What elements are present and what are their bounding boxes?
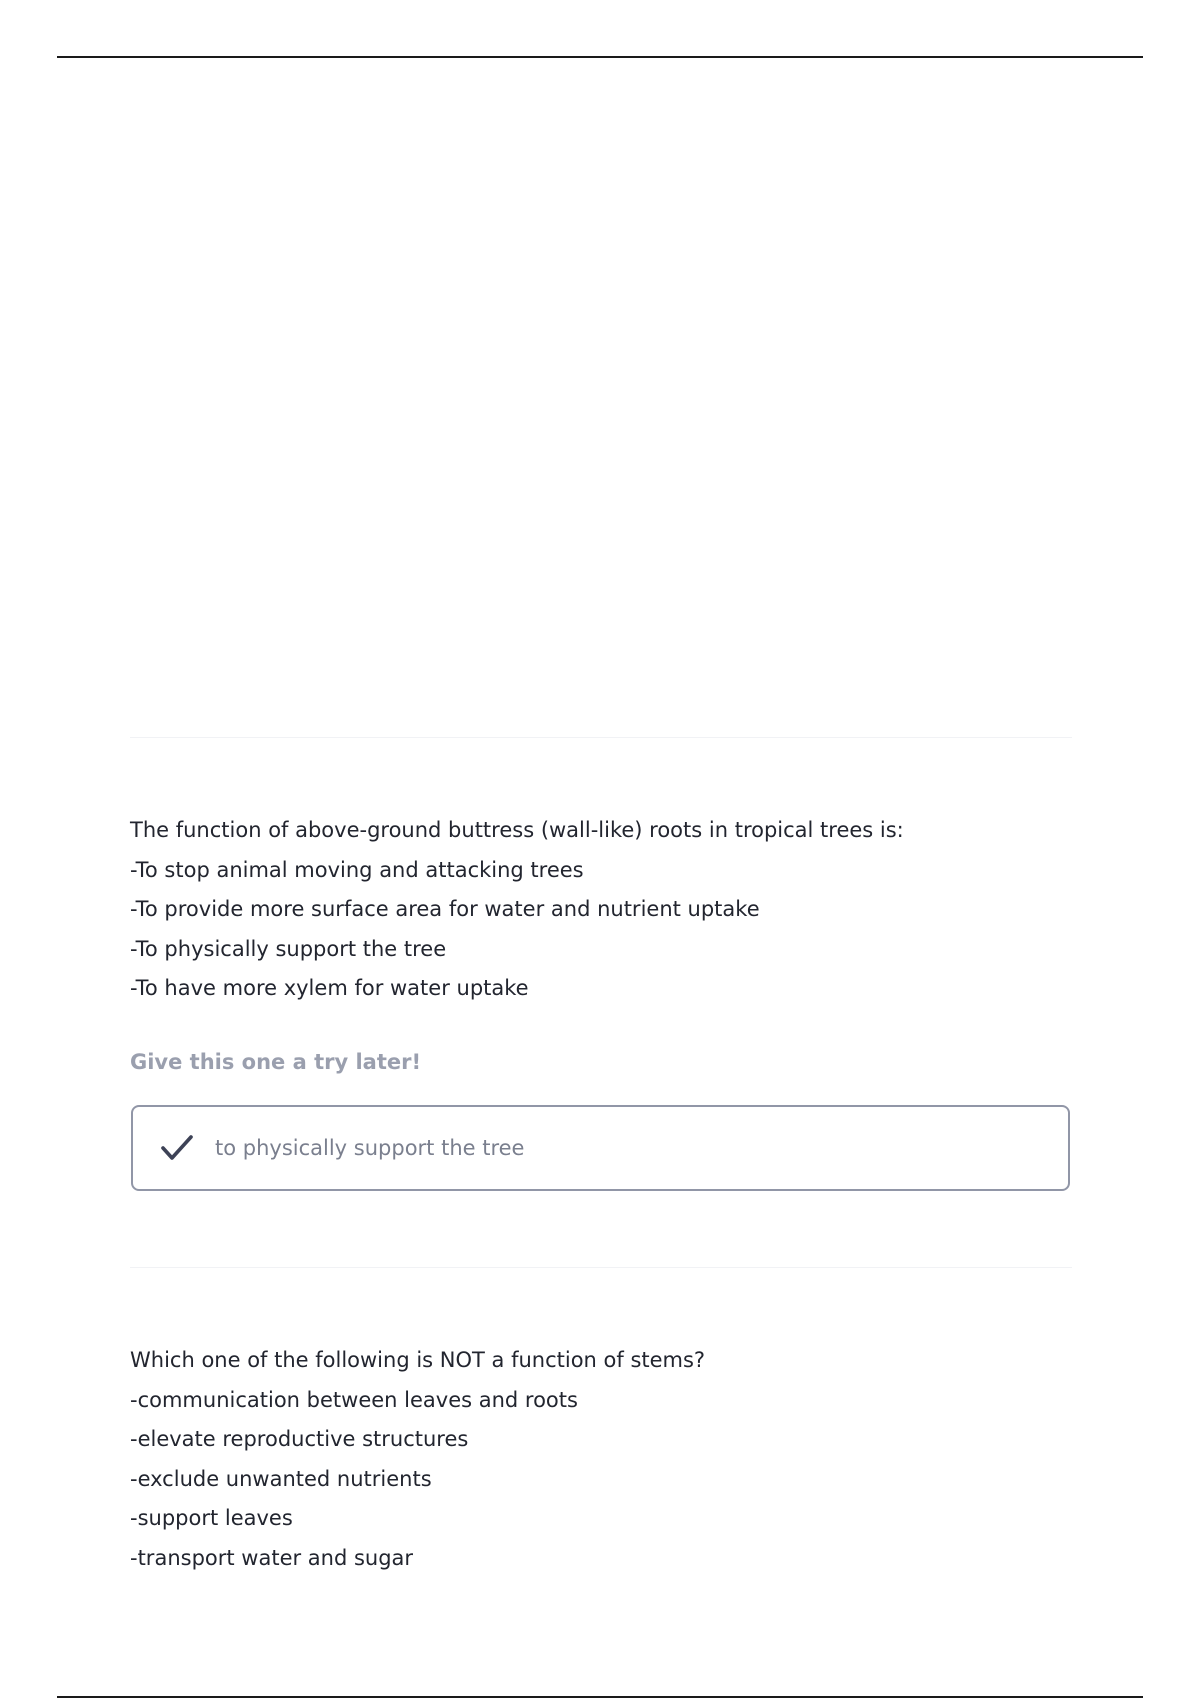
page-top-rule bbox=[57, 56, 1143, 58]
question-card-2 bbox=[130, 1341, 1080, 1578]
answer-text: to physically support the tree bbox=[215, 1136, 525, 1160]
card-divider bbox=[130, 737, 1072, 738]
question-option: -communication between leaves and roots bbox=[130, 1387, 578, 1412]
question-option: -transport water and sugar bbox=[130, 1545, 414, 1570]
try-later-hint: Give this one a try later! bbox=[130, 1050, 422, 1074]
question-prompt: The function of above-ground buttress (wall-like) roots in tropical trees is: bbox=[130, 818, 904, 842]
question-option: -To provide more surface area for water and nutrient uptake bbox=[130, 897, 760, 921]
question-option: -support leaves bbox=[130, 1506, 293, 1530]
question-card-1 bbox=[130, 811, 1080, 1009]
page-bottom-rule bbox=[57, 1696, 1143, 1698]
card-divider bbox=[130, 1267, 1072, 1268]
question-option: -elevate reproductive structures bbox=[130, 1427, 469, 1451]
question-option: -To stop animal moving and attacking trees bbox=[130, 857, 584, 882]
question-option: -To physically support the tree bbox=[130, 936, 447, 961]
question-prompt: Which one of the following is NOT a function of stems? bbox=[130, 1348, 706, 1372]
question-option: -To have more xylem for water uptake bbox=[130, 976, 529, 1000]
check-icon bbox=[159, 1130, 195, 1166]
question-option: -exclude unwanted nutrients bbox=[130, 1466, 432, 1491]
answer-box[interactable] bbox=[131, 1105, 1070, 1191]
